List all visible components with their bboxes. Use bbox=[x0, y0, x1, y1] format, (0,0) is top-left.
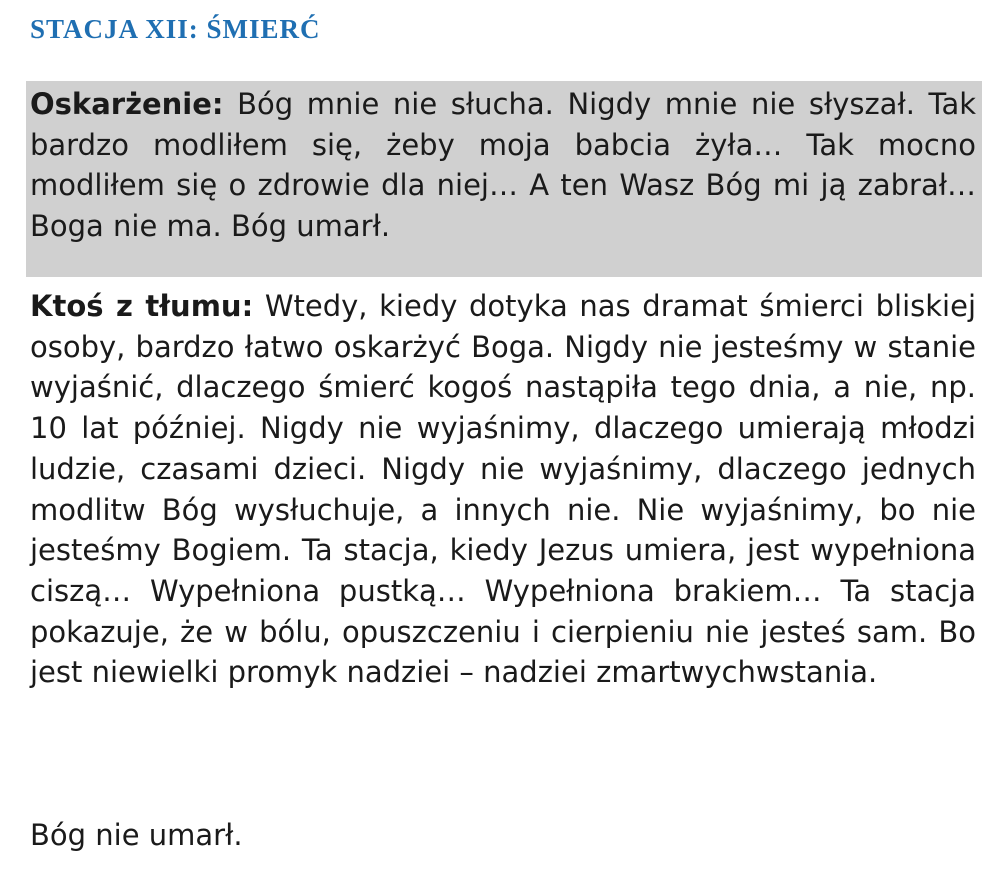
accusation-label: Oskarżenie: bbox=[30, 87, 224, 121]
accusation-text: Bóg mnie nie słucha. Nigdy mnie nie słyszał. Tak bardzo modliłem się, żeby moja babcia żyła… Tak mocno modliłem się o zdrowie dla niej… A ten Wasz Bóg mi ją zabrał… Boga nie ma. Bóg umarł. bbox=[30, 87, 977, 244]
closing-text: Bóg nie umarł. bbox=[30, 818, 243, 852]
accusation-paragraph bbox=[30, 84, 976, 247]
response-text: Wtedy, kiedy dotyka nas dramat śmierci bliskiej osoby, bardzo łatwo oskarżyć Boga. Nigdy nie jesteśmy w stanie wyjaśnić, dlaczego śmierć kogoś nastąpiła tego dnia, a nie, np. 10 lat później. Nigdy nie wyjaśnimy, dlaczego umierają młodzi ludzie, czasami dzieci. Nigdy nie wyjaśnimy, dlaczego jednych modlitw Bóg wysłuchuje, a innych nie. Nie wyjaśnimy, bo nie jesteśmy Bogiem. Ta stacja, kiedy Jezus umiera, jest wypełniona ciszą… Wypełniona pustką… Wypełniona brakiem… Ta stacja pokazuje, że w bólu, opuszczeniu i cierpieniu nie jesteś sam. Bo jest niewielki promyk nadziei – nadziei zmartwychwstania. bbox=[30, 289, 976, 690]
response-paragraph bbox=[30, 286, 976, 693]
closing-paragraph bbox=[30, 815, 976, 856]
station-title: STACJA XII: ŚMIERĆ bbox=[30, 14, 321, 44]
response-label: Ktoś z tłumu: bbox=[30, 289, 254, 323]
